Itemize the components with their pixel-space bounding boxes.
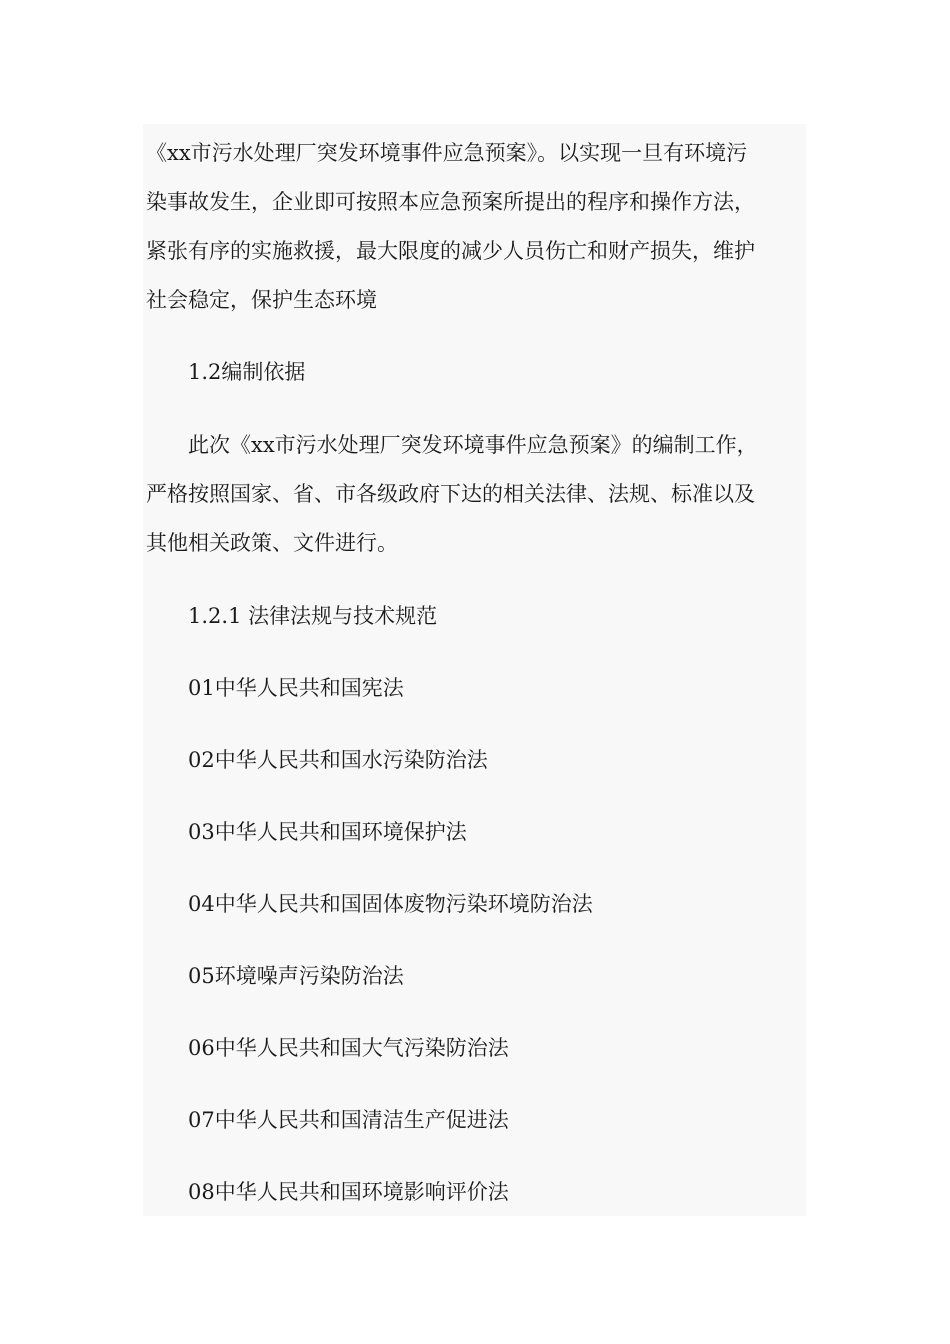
basis-line: 其他相关政策、文件进行。 [146, 531, 398, 555]
basis-line: 此次《xx市污水处理厂突发环境事件应急预案》的编制工作， [188, 433, 758, 457]
subsection-heading: 1.2.1 法律法规与技术规范 [188, 604, 438, 628]
basis-paragraph [146, 421, 802, 568]
law-list-item: 02中华人民共和国水污染防治法 [188, 748, 488, 772]
intro-paragraph [146, 129, 802, 325]
intro-line: 染事故发生，企业即可按照本应急预案所提出的程序和操作方法， [146, 190, 755, 214]
intro-line: 紧张有序的实施救援，最大限度的减少人员伤亡和财产损失，维护 [146, 239, 755, 263]
law-list-item: 04中华人民共和国固体废物污染环境防治法 [188, 892, 593, 916]
intro-line: 社会稳定，保护生态环境 [146, 288, 377, 312]
basis-line: 严格按照国家、省、市各级政府下达的相关法律、法规、标准以及 [146, 482, 755, 506]
law-list-item: 01中华人民共和国宪法 [188, 676, 404, 700]
intro-line: 《xx市污水处理厂突发环境事件应急预案》。以实现一旦有环境污 [146, 141, 748, 165]
law-list-item: 05环境噪声污染防治法 [188, 964, 404, 988]
law-list-item: 06中华人民共和国大气污染防治法 [188, 1036, 509, 1060]
law-list-item: 03中华人民共和国环境保护法 [188, 820, 467, 844]
law-list-item: 07中华人民共和国清洁生产促进法 [188, 1108, 509, 1132]
document-text-block [143, 124, 806, 1216]
law-list-item: 08中华人民共和国环境影响评价法 [188, 1180, 509, 1204]
section-heading: 1.2编制依据 [188, 360, 306, 384]
